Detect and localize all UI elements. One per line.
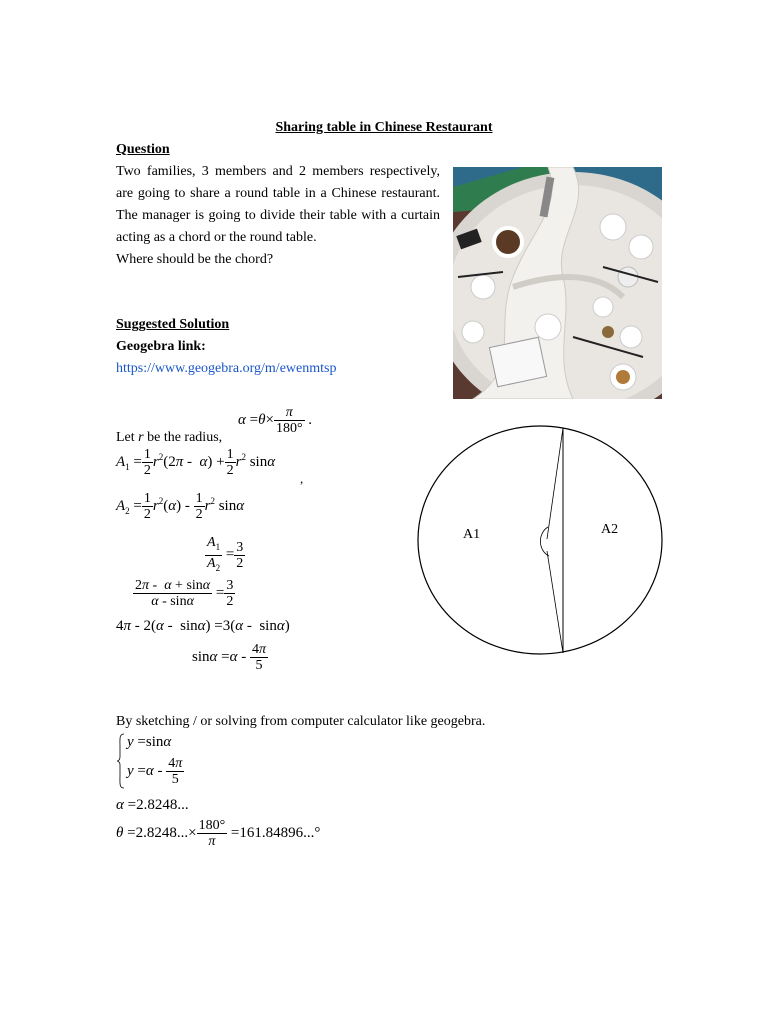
equation-simplified-ratio: $\frac{2\pi - \alpha + \sin\alpha}{\alpha - \sin\alpha}$ = $\frac{3}{2}$ bbox=[135, 578, 234, 609]
circle-chord-figure bbox=[415, 423, 665, 663]
equation-expanded: 4π - 2(α - sinα) =3(α - sinα) bbox=[116, 618, 290, 634]
let-radius-line bbox=[116, 427, 222, 449]
geogebra-label: Geogebra link: bbox=[116, 339, 206, 354]
region-label-a1: A1 bbox=[463, 527, 481, 542]
table-circle bbox=[418, 426, 662, 654]
table-photo-illustration bbox=[453, 167, 662, 399]
region-label-a2: A2 bbox=[601, 522, 619, 537]
equation-ratio: $\frac{A_1}{A_2}$ = $\frac{3}{2}$ bbox=[207, 535, 244, 573]
alpha-result: α =2.8248... bbox=[116, 797, 189, 813]
solution-heading: Suggested Solution bbox=[116, 317, 230, 332]
radius-top bbox=[547, 428, 563, 539]
question-text: Two families, 3 members and 2 members respectively, are going to share a round table in a Chinese restaurant. The manager is going to divide their table with a curtain acting as a chord or the round table. bbox=[116, 164, 440, 245]
equation-sin-alpha: sinα =α - $\frac{4\pi}{5}$ bbox=[192, 642, 266, 673]
let-radius-prefix: Let bbox=[116, 430, 139, 445]
document-title: Sharing table in Chinese Restaurant bbox=[275, 120, 493, 135]
theta-result: θ =2.8248...× $\frac{180^\circ}{\pi}$ =161.84896...° bbox=[116, 818, 321, 849]
system-eq-2: y =α - $\frac{4\pi}{5}$ bbox=[127, 756, 183, 787]
alpha-value: 2.8248... bbox=[136, 797, 189, 813]
question-heading: Question bbox=[116, 142, 170, 157]
system-eq-1: y =sinα bbox=[127, 734, 172, 750]
system-brace bbox=[116, 733, 126, 789]
question-prompt: Where should be the chord? bbox=[116, 252, 274, 267]
restaurant-table-photo bbox=[453, 167, 662, 399]
equation-a2: $A_2$ = $\frac{1}{2}$ $r^2(\alpha)$ - $\frac{1}{2}$ $r^2$ sinα bbox=[116, 491, 245, 522]
radius-bottom bbox=[547, 551, 563, 653]
radius-variable: r bbox=[138, 430, 144, 445]
theta-mid-value: 2.8248... bbox=[135, 824, 189, 841]
equation-comma: , bbox=[300, 471, 304, 486]
sketching-text: By sketching / or solving from computer calculator like geogebra. bbox=[116, 714, 486, 729]
circle-diagram bbox=[415, 423, 665, 663]
let-radius-suffix: be the radius, bbox=[143, 430, 223, 445]
equation-alpha-theta: α =θ× $\frac{\pi}{180^\circ}$ . bbox=[238, 405, 313, 436]
theta-value: 161.84896... bbox=[239, 824, 315, 841]
geogebra-link[interactable]: https://www.geogebra.org/m/ewenmtsp bbox=[116, 361, 337, 376]
question-paragraph bbox=[116, 161, 440, 271]
equation-a1: $A_1$ = $\frac{1}{2}$ $r^2(2\pi - \alpha)$ + $\frac{1}{2}$ $r^2$ sinα bbox=[116, 447, 276, 478]
